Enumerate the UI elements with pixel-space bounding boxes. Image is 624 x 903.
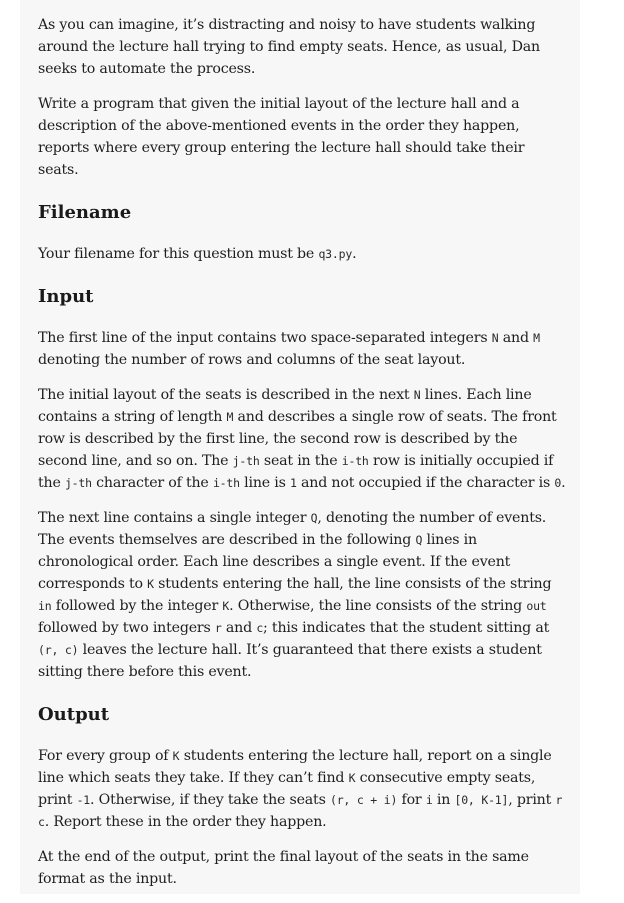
document-content: [38, 14, 568, 903]
text-segment: followed by the integer: [51, 598, 223, 614]
text-segment: The next line contains a single integer: [38, 510, 311, 526]
code-segment: out: [526, 599, 547, 613]
output-paragraph-2: At the end of the output, print the final layout of the seats in the same format as the input.: [38, 849, 529, 887]
text-segment: students entering the hall, the line consists of the string: [153, 576, 552, 592]
text-segment: . Otherwise, the line consists of the string: [229, 598, 527, 614]
text-segment: , print: [508, 792, 556, 808]
text-segment: for: [397, 792, 426, 808]
text-segment: in: [432, 792, 455, 808]
text-segment: lines in chronological order. Each line describes a single event. If the event corresponds to: [38, 532, 511, 592]
text-segment: followed by two integers: [38, 620, 215, 636]
code-segment: Q: [415, 533, 423, 547]
code-segment: Q: [310, 511, 318, 525]
code-segment: N: [491, 331, 499, 345]
code-segment: r c: [38, 793, 563, 829]
text-segment: and not occupied if the character is: [296, 475, 555, 491]
code-segment: j-th: [232, 454, 260, 468]
filename-heading: Filename: [38, 202, 132, 223]
filename-code: q3.py: [318, 247, 353, 261]
text-segment: The initial layout of the seats is described in the next: [38, 387, 414, 403]
document-page: [20, 0, 580, 894]
code-segment: M: [533, 331, 540, 345]
text-segment: leaves the lecture hall. It’s guaranteed that there exists a student sitting there before this event.: [38, 642, 542, 680]
code-segment: c: [256, 621, 264, 635]
code-segment: K: [348, 771, 356, 785]
text-segment: line is: [239, 475, 290, 491]
output-paragraph-1: [38, 745, 568, 833]
code-segment: i-th: [341, 454, 369, 468]
code-segment: -1: [76, 793, 91, 807]
text-segment: lines. Each line contains a string of length: [38, 387, 532, 425]
text-segment: , denoting the number of events. The events themselves are described in the following: [38, 510, 547, 548]
filename-text-end: .: [352, 246, 357, 262]
text-segment: For every group of: [38, 748, 173, 764]
text-segment: students entering the lecture hall, report on a single line which seats they take. If they can’t find: [38, 748, 552, 786]
input-paragraph-3: [38, 507, 568, 683]
text-segment: and describes a single row of seats. The front row is described by the first line, the second row is described by the second line, and so on. The: [38, 409, 557, 469]
code-segment: i-th: [212, 476, 240, 490]
text-segment: character of the: [91, 475, 213, 491]
text-segment: . Report these in the order they happen.: [44, 814, 327, 830]
text-segment: .: [561, 475, 566, 491]
filename-text: Your filename for this question must be: [38, 246, 319, 262]
text-segment: The first line of the input contains two space-separated integers: [38, 330, 492, 346]
output-heading: Output: [38, 704, 110, 725]
code-segment: 1: [290, 476, 297, 490]
code-segment: j-th: [64, 476, 92, 490]
intro-paragraph-2: Write a program that given the initial layout of the lecture hall and a description of the above-mentioned events in the order they happen, reports where every group entering the lecture hall should take their seats.: [38, 96, 525, 178]
code-segment: (r, c): [38, 643, 79, 657]
code-segment: 0: [554, 476, 562, 490]
text-segment: and: [221, 620, 257, 636]
text-segment: consecutive empty seats, print: [38, 770, 536, 808]
text-segment: denoting the number of rows and columns of the seat layout.: [38, 352, 466, 368]
text-segment: and: [498, 330, 534, 346]
code-segment: K: [222, 599, 230, 613]
code-segment: in: [38, 599, 52, 613]
code-segment: (r, c + i): [329, 793, 398, 807]
filename-paragraph: [38, 243, 568, 265]
code-segment: N: [413, 388, 421, 402]
code-segment: K: [172, 749, 180, 763]
input-paragraph-2: [38, 384, 568, 494]
code-segment: i: [425, 793, 433, 807]
text-segment: . Otherwise, if they take the seats: [90, 792, 330, 808]
text-segment: row is initially occupied if the: [38, 453, 554, 491]
code-segment: r: [214, 621, 222, 635]
intro-paragraph-1: As you can imagine, it’s distracting and noisy to have students walking around the lecture hall trying to find empty seats. Hence, as usual, Dan seeks to automate the process.: [38, 17, 540, 77]
input-paragraph-1: [38, 327, 568, 371]
code-segment: [0, K-1]: [454, 793, 509, 807]
input-heading: Input: [38, 286, 94, 307]
text-segment: ; this indicates that the student sitting at: [263, 620, 550, 636]
text-segment: seat in the: [259, 453, 342, 469]
code-segment: M: [226, 410, 234, 424]
code-segment: K: [147, 577, 154, 591]
